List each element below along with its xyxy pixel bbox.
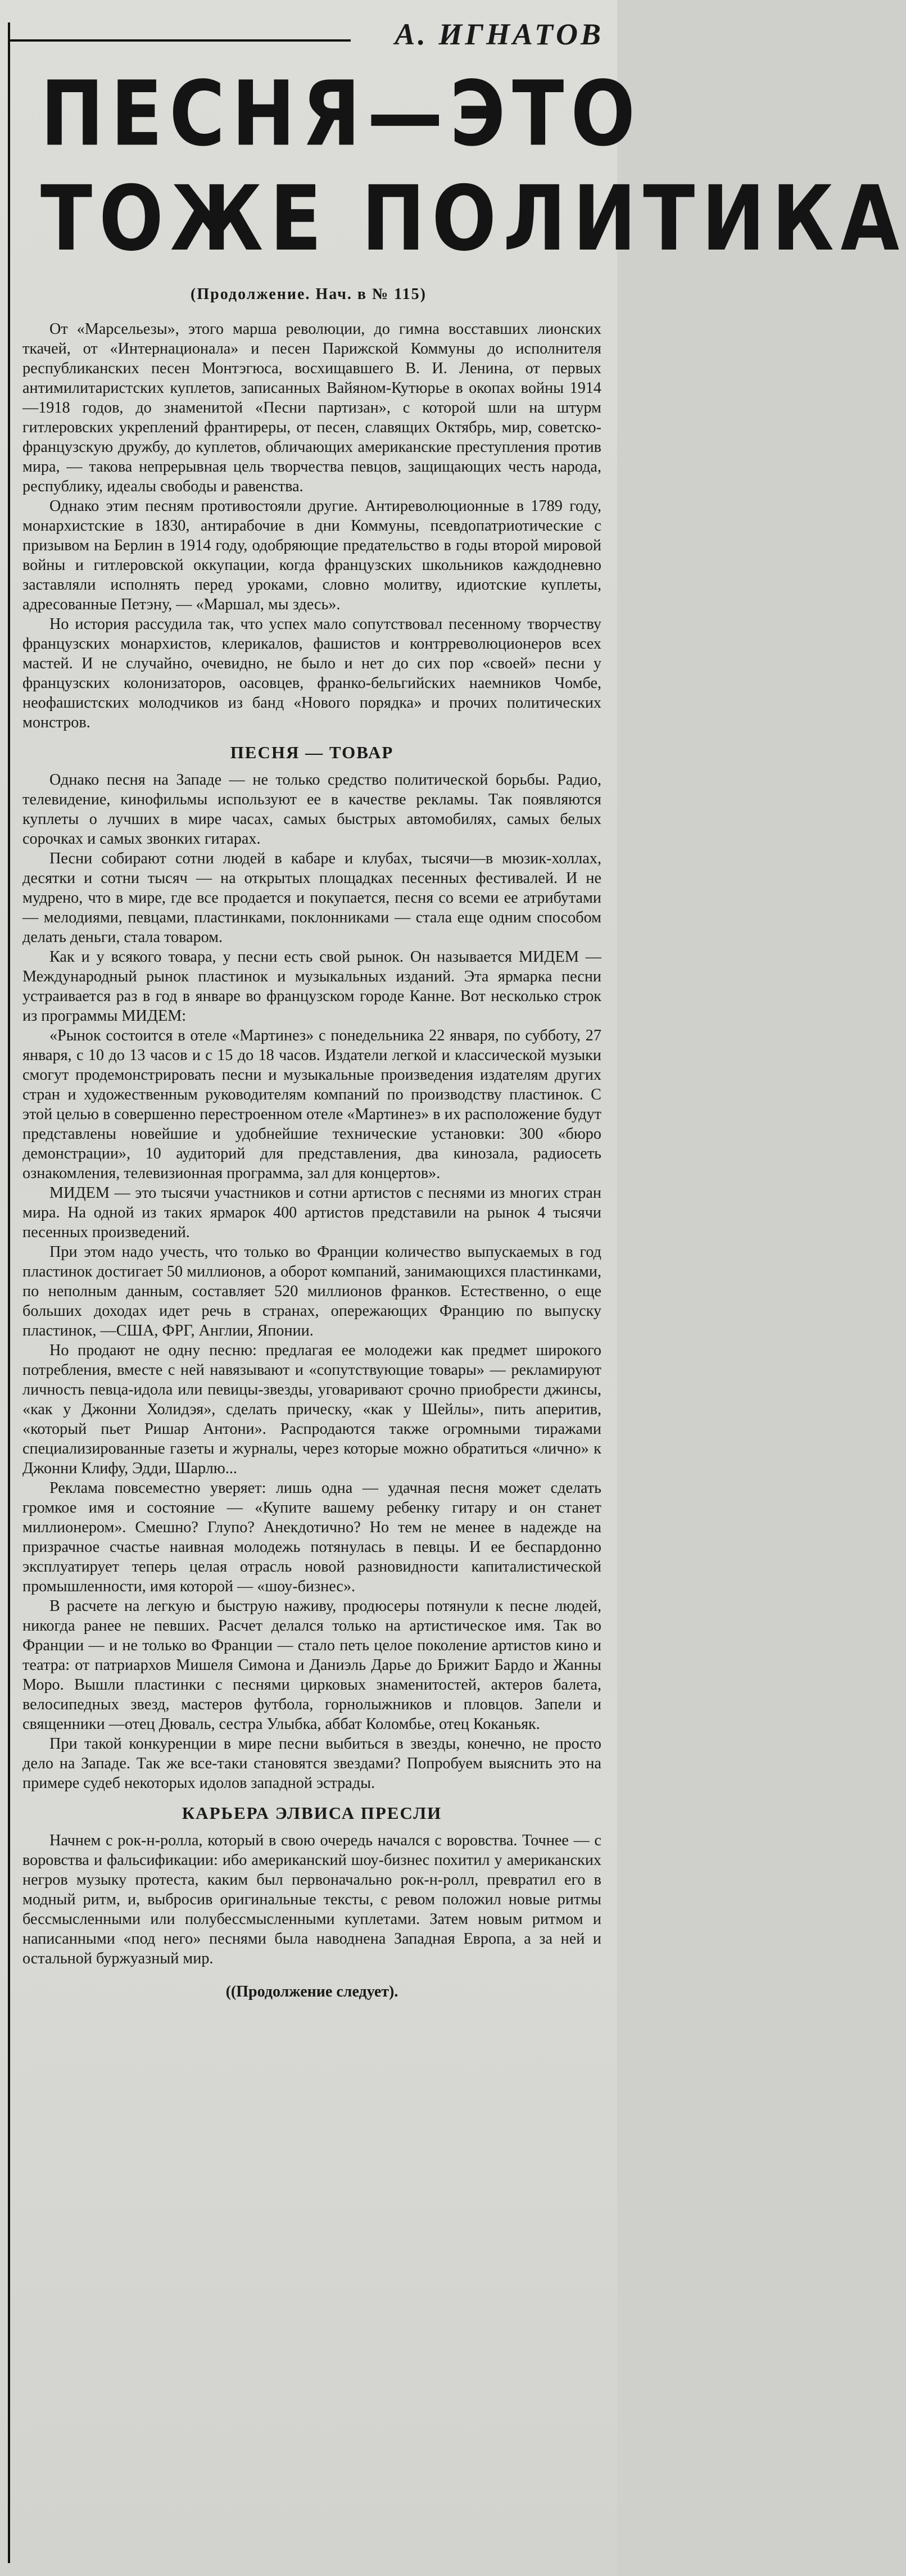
paragraph: При такой конкуренции в мире песни выбиться в звезды, конечно, не просто дело на Западе. Так же все-таки становятся звездами? Попробуем выяснить это на примере судеб некоторых идолов западной эстрады. [22, 1735, 601, 1792]
paragraph: Но продают не одну песню: предлагая ее молодежи как предмет широкого потребления, вместе с ней навязывают и «сопутствующие товары» — рекламируют личность певца-идола или певицы-звезды, уговаривают срочно приобрести джинсы, «как у Джонни Холидэя», сделать прическу, «как у Шейлы», пить аперитив, «который пьет Ришар Антони». Распродаются также огромными тиражами специализированные газеты и журналы, через которые можно обратиться «лично» к Джонни Клифу, Эдди, Шарлю... [22, 1342, 601, 1477]
paragraph: Начнем с рок-н-ролла, который в свою очередь начался с воровства. Точнее — с воровства и фальсификации: ибо американский шоу-бизнес похитил у американских негров музыку протеста, каким был первоначально рок-н-ролл, превратил его в модный ритм, и, выбросив оригинальные тексты, с ревом положил новые ритмы бессмысленными или полубессмысленными куплетами. Затем новым ритмом и написанными «под него» песнями была наводнена Западная Европа, а за ней и остальной буржуазный мир. [22, 1832, 601, 1967]
headline-line-2: ТОЖЕ ПОЛИТИКА [40, 166, 906, 271]
paragraph: «Рынок состоится в отеле «Мартинез» с понедельника 22 января, по субботу, 27 января, с 10 до 13 часов и с 15 до 18 часов. Издатели легкой и классической музыки смогут продемонстрировать песни и музыкальные произведения издателям других стран и художественным руководителям компаний по производству пластинок. С этой целью в совершенно перестроенном отеле «Мартинез» в их расположение будут представлены новейшие и удобнейшие технические установки: 300 «бюро демонстрации», 10 аудиторий для представления, два кинозала, радиосеть ознакомления, телевизионная программа, зал для концертов». [22, 1027, 601, 1182]
paragraph: При этом надо учесть, что только во Франции количество выпускаемых в год пластинок достигает 50 миллионов, а оборот компаний, занимающихся пластинками, по неполным данным, составляет 520 миллионов франков. Естественно, о еще больших доходах идет речь в странах, опережающих Францию по выпуску пластинок, —США, ФРГ, Англии, Японии. [22, 1243, 601, 1339]
paragraph: В расчете на легкую и быструю наживу, продюсеры потянули к песне людей, никогда ранее не певших. Расчет делался только на артистическое имя. Так во Франции — и не только во Франции — стало петь целое поколение артистов кино и театра: от патриархов Мишеля Симона и Даниэль Дарье до Брижит Бардо и Жанны Моро. Вышли пластинки с песнями цирковых знаменитостей, актеров балета, велосипедных звезд, мастеров футбола, горнолыжников и пловцов. Запели и священники —отец Дюваль, сестра Улыбка, аббат Коломбье, отец Коканьяк. [22, 1597, 601, 1733]
paragraph: МИДЕМ — это тысячи участников и сотни артистов с песнями из многих стран мира. На одной из таких ярмарок 400 артистов представили на рынок 4 тысячи песенных произведений. [22, 1184, 601, 1241]
section-heading: КАРЬЕРА ЭЛВИСА ПРЕСЛИ [182, 1803, 442, 1823]
paragraph: От «Марсельезы», этого марша революции, до гимна восставших лионских ткачей, от «Интернационала» и песен Парижской Коммуны до исполнителя республиканских песен Монтэгюса, восхищавшего В. И. Ленина, от первых антимилитаристских куплетов, записанных Вайяном-Кутюрье в окопах войны 1914—1918 годов, до знаменитой «Песни партизан», с которой шли на штурм гитлеровских укреплений франтиреры, от песен, славящих Октябрь, мир, советско-французскую дружбу, до куплетов, обличающих американские преступления против мира, — такова непрерывная цель творчества певцов, защищающих честь народа, республику, идеалы свободы и равенства. [22, 320, 601, 495]
author-name: А. ИГНАТОВ [395, 17, 604, 51]
headline [40, 62, 906, 271]
column-rule [8, 22, 10, 2563]
paragraph: Однако этим песням противостояли другие. Антиреволюционные в 1789 году, монархистские в 1830, антирабочие в дни Коммуны, псевдопатриотические с призывом на Берлин в 1914 году, одобряющие предательство в годы второй мировой войны и гитлеровской оккупации, когда французских школьников каждодневно заставляли исполнять перед уроками, словно молитву, идиотские куплеты, адресованные Петэну, — «Маршал, мы здесь». [22, 497, 601, 613]
header-rule [8, 39, 351, 42]
paragraph: Реклама повсеместно уверяет: лишь одна — удачная песня может сделать громкое имя и состояние — «Купите вашему ребенку гитару и он станет миллионером». Смешно? Глупо? Анекдотично? Но тем не менее в надежде на призрачное счастье наивная молодежь потянулась в певцы. И ее беспардонно эксплуатирует теперь целая отрасль новой разновидности капиталистической промышленности, имя которой — «шоу-бизнес». [22, 1479, 601, 1595]
paragraph: Песни собирают сотни людей в кабаре и клубах, тысячи—в мюзик-холлах, десятки и сотни тысяч — на открытых площадках песенных фестивалей. И не мудрено, что в мире, где все продается и покупается, песня со всеми ее атрибутами — мелодиями, певцами, пластинками, поклонниками — стала еще одним способом делать деньги, стала товаром. [22, 850, 601, 946]
headline-line-1: ПЕСНЯ—ЭТО [40, 62, 642, 166]
article-body [22, 319, 601, 2002]
paragraph: Однако песня на Западе — не только средство политической борьбы. Радио, телевидение, кинофильмы используют ее в качестве рекламы. Так появляются куплеты о лучших в мире часах, самых быстрых автомобилях, самых белых сорочках и самых звонких гитарах. [22, 771, 601, 848]
paragraph: Как и у всякого товара, у песни есть свой рынок. Он называется МИДЕМ — Международный рынок пластинок и музыкальных изданий. Эта ярмарка песни устраивается раз в год в январе во французском городе Канне. Вот несколько строк из программы МИДЕМ: [22, 948, 601, 1025]
to-be-continued: ((Продолжение следует). [225, 1983, 398, 2000]
continuation-note: (Продолжение. Нач. в № 115) [191, 286, 427, 303]
paragraph: Но история рассудила так, что успех мало сопутствовал песенному творчеству французских монархистов, клерикалов, фашистов и контрреволюционеров всех мастей. И не случайно, очевидно, не было и нет до сих пор «своей» песни у французских колонизаторов, оасовцев, франко-бельгийских наемников Чомбе, неофашистских молодчиков из банд «Нового порядка» и прочих политических монстров. [22, 615, 601, 731]
section-heading: ПЕСНЯ — ТОВАР [230, 743, 394, 762]
